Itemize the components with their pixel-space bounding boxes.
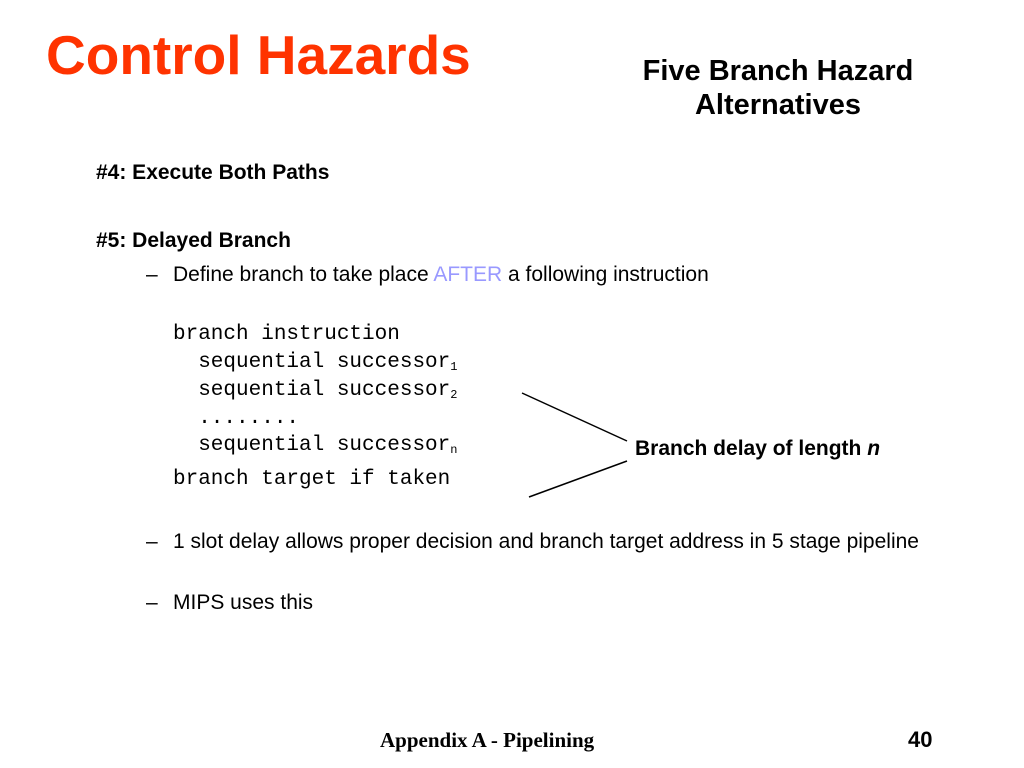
bullet-dash: –: [146, 530, 158, 553]
code-subscript: n: [450, 443, 458, 457]
callout-text: Branch delay of length: [635, 437, 868, 460]
bullet-dash: –: [146, 591, 158, 614]
footer-title: Appendix A - Pipelining: [380, 728, 595, 752]
code-subscript: 1: [450, 360, 458, 374]
heading-delayed-branch: #5: Delayed Branch: [96, 229, 291, 252]
subtitle-line-2: Alternatives: [694, 88, 861, 121]
bullet-dash: –: [146, 263, 158, 286]
heading-execute-both-paths: #4: Execute Both Paths: [96, 161, 330, 184]
bullet-text: 1 slot delay allows proper decision and branch target address in 5 stage pipeline: [173, 530, 919, 553]
bullet-text-after: a following instruction: [502, 263, 709, 286]
callout-variable: n: [867, 437, 881, 460]
callout-line-upper: [522, 393, 627, 441]
code-text: sequential successor: [173, 379, 451, 402]
subtitle-line-1: Five Branch Hazard: [642, 55, 914, 87]
bullet-one-slot-delay: [146, 529, 936, 555]
bullet-text: MIPS uses this: [173, 591, 314, 614]
bullet-mips: [146, 590, 936, 616]
code-text: sequential successor: [173, 434, 451, 457]
code-line-branch-instruction: branch instruction: [173, 323, 400, 346]
branch-delay-callout: [635, 437, 880, 461]
after-keyword: AFTER: [433, 263, 503, 286]
code-subscript: 2: [450, 388, 458, 402]
slide-title: Control Hazards: [46, 24, 471, 86]
bullet-text-before: Define branch to take place: [173, 263, 434, 286]
callout-line-lower: [529, 461, 627, 497]
code-line-branch-target: branch target if taken: [173, 468, 451, 491]
code-line-ellipsis: ........: [173, 407, 300, 430]
code-text: sequential successor: [173, 351, 451, 374]
page-number: 40: [908, 727, 933, 752]
